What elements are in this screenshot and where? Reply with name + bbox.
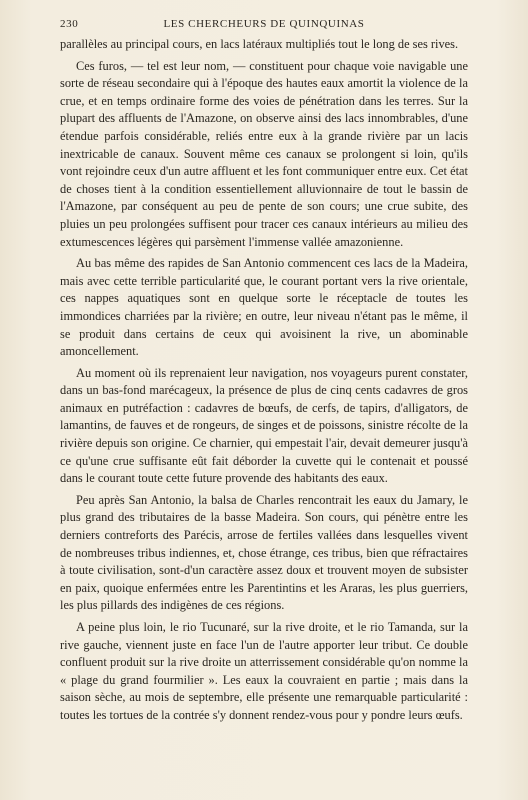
paragraph: Au moment où ils reprenaient leur navigation, nos voyageurs purent constater, dans un bas-fond marécageux, la présence de plus de cinq cents cadavres de gros animaux en putréfaction : cadavres de bœufs, de cerfs, de tapirs, d'alligators, de lamantins, de fauves et de rongeurs, de singes et de poissons, sinistre récolte de la rivière depuis son origine. Ce charnier, qui empestait l'air, devait demeurer jusqu'à ce qu'une crue suffisante eût fait déborder la cuvette qui le contenait et poussé dans le courant toute cette future provende des habitants des eaux. xyxy=(60,365,468,486)
page-body xyxy=(60,36,468,780)
paragraph: parallèles au principal cours, en lacs latéraux multipliés tout le long de ses rives. xyxy=(60,37,459,51)
paragraph: A peine plus loin, le rio Tucunaré, sur la rive droite, et le rio Tamanda, sur la rive gauche, viennent juste en face l'un de l'autre apporter leur tribut. Ce double confluent produit sur la rive droite un atterrissement considérable qu'on nomme la « plage du grand fourmilier ». Les eaux la couvraient en partie ; mais dans la saison sèche, au mois de septembre, elle présente une remarquable particularité : toutes les tortues de la contrée s'y donnent rendez-vous pour y pondre leurs œufs. xyxy=(60,620,468,722)
paragraph: Au bas même des rapides de San Antonio commencent ces lacs de la Madeira, mais avec cette terrible particularité que, le courant portant vers la rive orientale, ces nappes aquatiques sont en quelque sorte le réceptacle de toutes les immondices charriées par la rivière; en outre, leur niveau n'étant pas le même, il se produit dans certains de ceux qui avoisinent la rive, un abominable amoncellement. xyxy=(60,256,468,359)
running-header xyxy=(60,18,468,34)
paragraph: Peu après San Antonio, la balsa de Charles rencontrait les eaux du Jamary, le plus grand des tributaires de la basse Madeira. Son cours, qui pénètre entre les derniers contreforts des Parécis, arrose de fertiles vallées dans lesquelles vivent de nombreuses tribus indiennes, et, chose étrange, ces tribus, bien que réfractaires à toute civilisation, sont-d'un caractère assez doux et trouvent moyen de subsister en paix, quoique enfermées entre les Parentintins et les Araras, les plus guerriers, les plus pillards des indigènes de ces régions. xyxy=(60,492,468,613)
page-number: 230 xyxy=(60,18,79,30)
running-title: LES CHERCHEURS DE QUINQUINAS xyxy=(163,18,365,30)
paragraph: Ces furos, — tel est leur nom, — constituent pour chaque voie navigable une sorte de réseau secondaire qui à l'époque des hautes eaux amortit la violence de la crue, et en temps ordinaire forme des voies de pénétration dans les terres. Sur la plupart des affluents de l'Amazone, on observe ainsi des lacs innombrables, d'une étendue parfois considérable, reliés entre eux à la grande rivière par un lacis inextricable de canaux. Souvent même ces canaux se prolongent si loin, qu'ils vont rejoindre ceux d'un autre affluent et les font communiquer entre eux. Cet état de choses tient à la condition essentiellement alluvionnaire de tout le bassin de l'Amazone, par conséquent au peu de pente de son cours; une crue subite, des pluies un peu prolongées suffisent pour tracer ces canaux intérieurs au milieu des extumescences légères qui parsèment l'immense vallée amazonienne. xyxy=(60,58,468,249)
